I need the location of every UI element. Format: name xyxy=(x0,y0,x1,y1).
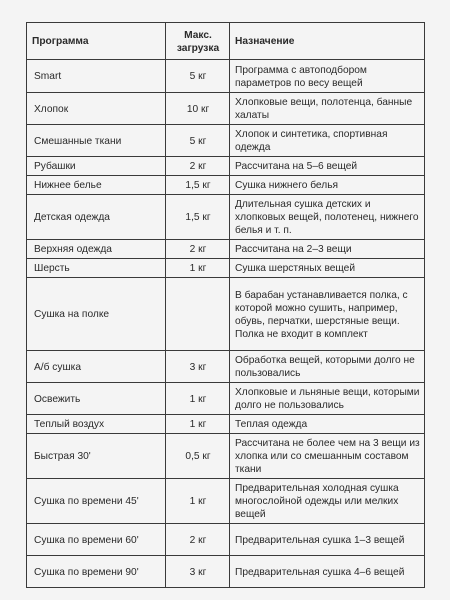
load-cell: 1,5 кг xyxy=(166,176,230,195)
purpose-cell: Рассчитана на 2–3 вещи xyxy=(230,240,425,259)
dryer-programs-table-container xyxy=(26,22,424,588)
program-cell: Теплый воздух xyxy=(27,415,166,434)
load-cell xyxy=(166,278,230,351)
table-row xyxy=(27,195,425,240)
table-row xyxy=(27,351,425,383)
table-row xyxy=(27,259,425,278)
table-row xyxy=(27,240,425,259)
purpose-cell: В барабан устанавливается полка, с которой можно сушить, например, обувь, перчатки, шерстяные вещи. Полка не входит в комплект xyxy=(230,278,425,351)
purpose-cell: Хлопковые и льняные вещи, которыми долго не пользовались xyxy=(230,383,425,415)
purpose-cell: Теплая одежда xyxy=(230,415,425,434)
header-program: Программа xyxy=(27,23,166,60)
program-cell: Быстрая 30' xyxy=(27,434,166,479)
table-row xyxy=(27,125,425,157)
purpose-cell: Обработка вещей, которыми долго не пользовались xyxy=(230,351,425,383)
table-row xyxy=(27,556,425,588)
load-cell: 1 кг xyxy=(166,479,230,524)
load-cell: 5 кг xyxy=(166,60,230,93)
load-cell: 2 кг xyxy=(166,524,230,556)
purpose-cell: Хлопок и синтетика, спортивная одежда xyxy=(230,125,425,157)
table-row xyxy=(27,415,425,434)
dryer-programs-table xyxy=(26,22,425,588)
program-cell: Освежить xyxy=(27,383,166,415)
header-max-load: Макс. загрузка xyxy=(166,23,230,60)
load-cell: 1,5 кг xyxy=(166,195,230,240)
purpose-cell: Сушка шерстяных вещей xyxy=(230,259,425,278)
purpose-cell: Предварительная сушка 1–3 вещей xyxy=(230,524,425,556)
table-row xyxy=(27,524,425,556)
table-row xyxy=(27,60,425,93)
purpose-cell: Длительная сушка детских и хлопковых вещей, полотенец, нижнего белья и т. п. xyxy=(230,195,425,240)
table-row xyxy=(27,479,425,524)
purpose-cell: Хлопковые вещи, полотенца, банные халаты xyxy=(230,93,425,125)
program-cell: Верхняя одежда xyxy=(27,240,166,259)
program-cell: Детская одежда xyxy=(27,195,166,240)
program-cell: А/б сушка xyxy=(27,351,166,383)
program-cell: Рубашки xyxy=(27,157,166,176)
table-header-row xyxy=(27,23,425,60)
program-cell: Нижнее белье xyxy=(27,176,166,195)
load-cell: 2 кг xyxy=(166,157,230,176)
table-row xyxy=(27,93,425,125)
program-cell: Сушка по времени 60' xyxy=(27,524,166,556)
purpose-cell: Рассчитана на 5–6 вещей xyxy=(230,157,425,176)
load-cell: 3 кг xyxy=(166,351,230,383)
program-cell: Хлопок xyxy=(27,93,166,125)
program-cell: Smart xyxy=(27,60,166,93)
load-cell: 1 кг xyxy=(166,259,230,278)
load-cell: 2 кг xyxy=(166,240,230,259)
load-cell: 1 кг xyxy=(166,383,230,415)
program-cell: Сушка по времени 45' xyxy=(27,479,166,524)
program-cell: Смешанные ткани xyxy=(27,125,166,157)
program-cell: Сушка на полке xyxy=(27,278,166,351)
table-row xyxy=(27,278,425,351)
purpose-cell: Программа с автоподбором параметров по весу вещей xyxy=(230,60,425,93)
load-cell: 0,5 кг xyxy=(166,434,230,479)
purpose-cell: Предварительная сушка 4–6 вещей xyxy=(230,556,425,588)
header-purpose: Назначение xyxy=(230,23,425,60)
program-cell: Сушка по времени 90' xyxy=(27,556,166,588)
table-row xyxy=(27,434,425,479)
purpose-cell: Сушка нижнего белья xyxy=(230,176,425,195)
load-cell: 10 кг xyxy=(166,93,230,125)
load-cell: 1 кг xyxy=(166,415,230,434)
load-cell: 5 кг xyxy=(166,125,230,157)
purpose-cell: Предварительная холодная сушка многослойной одежды или мелких вещей xyxy=(230,479,425,524)
table-row xyxy=(27,383,425,415)
table-row xyxy=(27,176,425,195)
table-row xyxy=(27,157,425,176)
purpose-cell: Рассчитана не более чем на 3 вещи из хлопка или со смешанным составом ткани xyxy=(230,434,425,479)
load-cell: 3 кг xyxy=(166,556,230,588)
program-cell: Шерсть xyxy=(27,259,166,278)
